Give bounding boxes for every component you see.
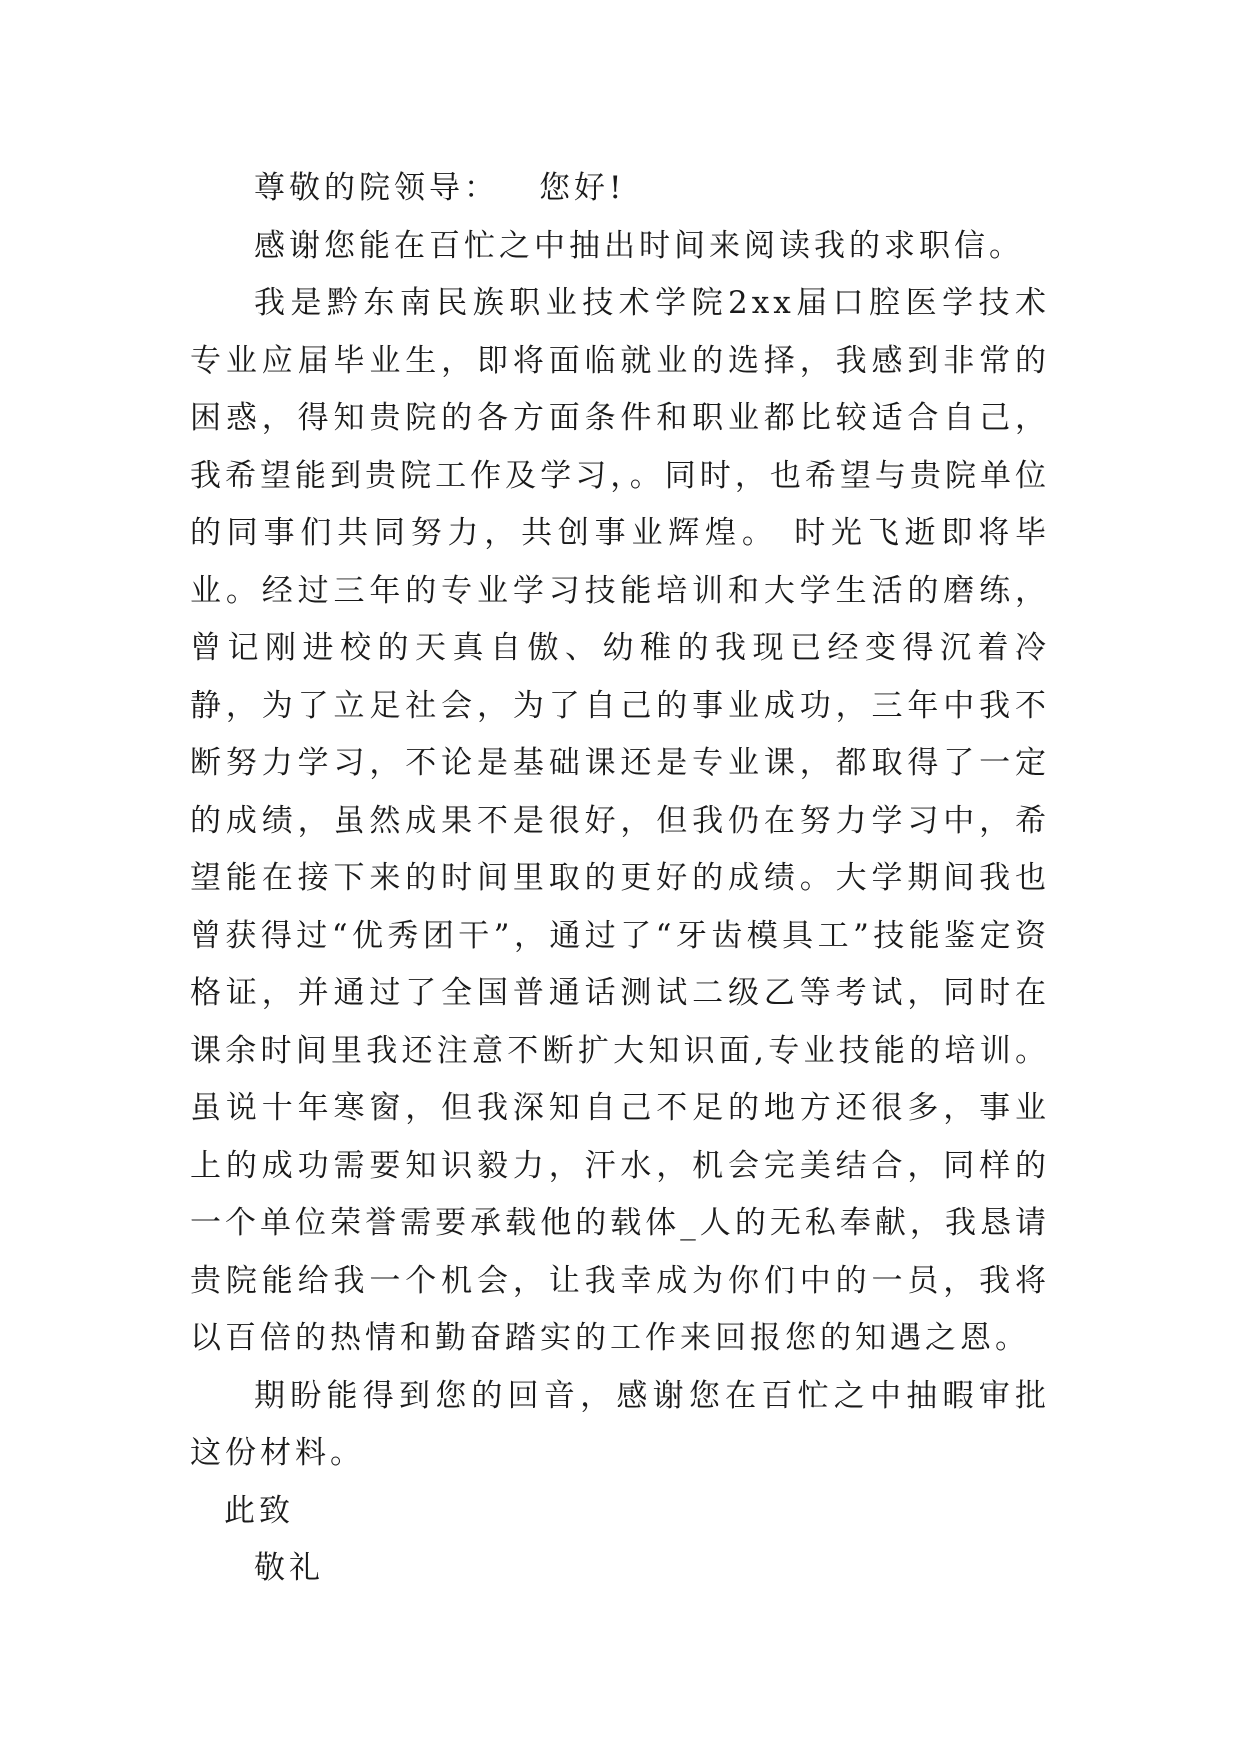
- salutation-line: [190, 160, 1050, 218]
- closing-phrase-2: 敬礼: [254, 1550, 324, 1586]
- letter-body: [190, 160, 1050, 1598]
- closing-phrase-1: 此致: [224, 1492, 294, 1529]
- closing-paragraph: 期盼能得到您的回音，感谢您在百忙之中抽暇审批这份材料。: [190, 1377, 1050, 1471]
- salutation: 尊敬的院领导：: [254, 170, 499, 206]
- thanks-paragraph: 感谢您能在百忙之中抽出时间来阅读我的求职信。: [254, 227, 1024, 264]
- greeting: 您好!: [539, 170, 626, 206]
- main-paragraph: 我是黔东南民族职业技术学院2xx届口腔医学技术专业应届毕业生，即将面临就业的选择，我感到非常的困惑，得知贵院的各方面条件和职业都比较适合自己，我希望能到贵院工作及学习，。同时，也希望与贵院单位的同事们共同努力，共创事业辉煌。 时光飞逝即将毕业。经过三年的专业学习技能培训和大学生活的磨练，曾记刚进校的天真自傲、幼稚的我现已经变得沉着冷静，为了立足社会，为了自己的事业成功，三年中我不断努力学习，不论是基础课还是专业课，都取得了一定的成绩，虽然成果不是很好，但我仍在努力学习中，希望能在接下来的时间里取的更好的成绩。大学期间我也曾获得过“优秀团干”，通过了“牙齿模具工”技能鉴定资格证，并通过了全国普通话测试二级乙等考试，同时在课余时间里我还注意不断扩大知识面,专业技能的培训。虽说十年寒窗，但我深知自己不足的地方还很多，事业上的成功需要知识毅力，汗水，机会完美结合，同样的一个单位荣誉需要承载他的载体_人的无私奉献，我恳请贵院能给我一个机会，让我幸成为你们中的一员，我将以百倍的热情和勤奋踏实的工作来回报您的知遇之恩。: [190, 285, 1050, 1356]
